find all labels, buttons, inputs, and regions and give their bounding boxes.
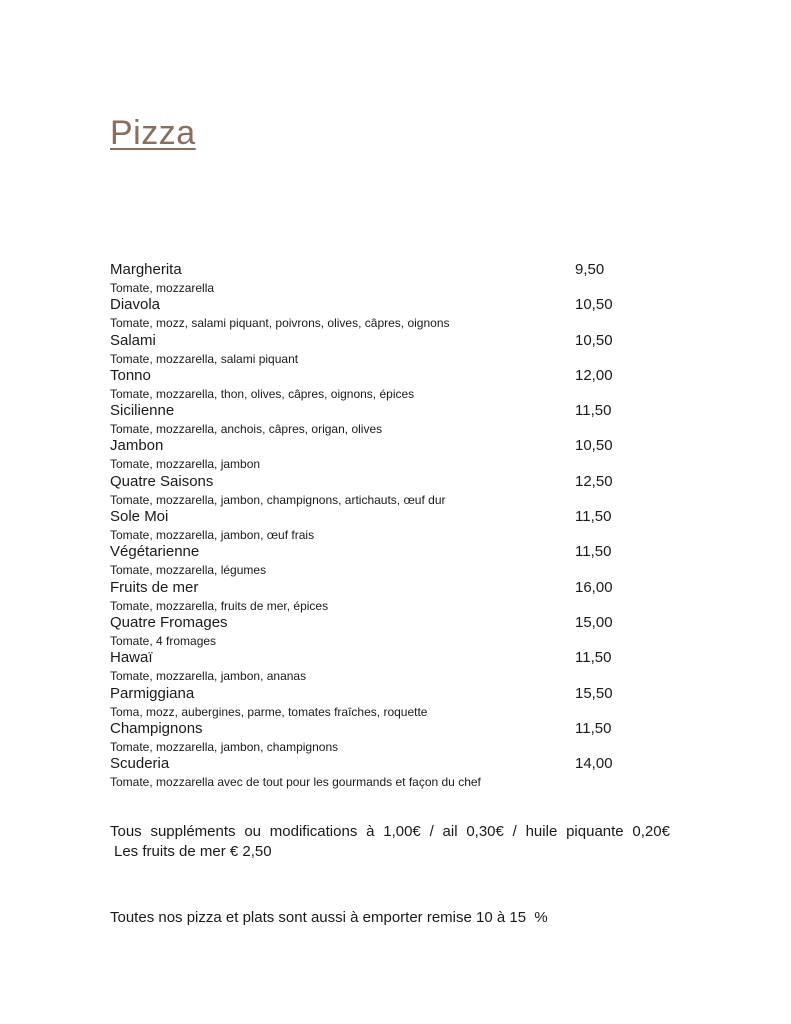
- supplements-word: ail: [442, 823, 458, 840]
- menu-item-name: Fruits de mer: [110, 578, 199, 596]
- menu-item-name: Scuderia: [110, 755, 170, 773]
- supplements-word: modifications: [269, 823, 358, 840]
- menu-item-description: Tomate, mozzarella, légumes: [110, 563, 267, 578]
- menu-item: [110, 401, 630, 436]
- supplements-note: [110, 822, 670, 862]
- menu-item: [110, 613, 630, 648]
- menu-item-name: Jambon: [110, 437, 164, 455]
- menu-item-price: 15,50: [575, 684, 613, 702]
- menu-item-description: Tomate, mozzarella, fruits de mer, épices: [110, 598, 329, 613]
- menu-item-description: Tomate, mozzarella: [110, 281, 215, 295]
- menu-item-price: 16,00: [575, 578, 613, 596]
- menu-item-name: Hawaï: [110, 649, 153, 667]
- menu-item-price: 10,50: [575, 437, 613, 455]
- menu-item-price: 10,50: [575, 331, 613, 349]
- supplements-word: suppléments: [150, 823, 236, 840]
- menu-item: [110, 331, 630, 366]
- supplements-word: 0,20€: [632, 823, 670, 840]
- menu-item-description: Tomate, 4 fromages: [110, 633, 217, 648]
- menu-item-price: 11,50: [575, 719, 612, 737]
- menu-item-price: 10,50: [575, 296, 613, 314]
- supplements-word: piquante: [566, 823, 624, 840]
- menu-item-name: Parmiggiana: [110, 684, 195, 702]
- menu-item: [110, 578, 630, 613]
- menu-item-name: Sole Moi: [110, 508, 169, 526]
- supplements-line-1: [110, 822, 670, 842]
- menu-item-price: 12,50: [575, 472, 613, 490]
- supplements-word: /: [429, 823, 434, 840]
- menu-item: [110, 754, 630, 789]
- menu-item: [110, 472, 630, 507]
- menu-item-description: Tomate, mozzarella, jambon, champignons, artichauts, œuf dur: [110, 492, 446, 507]
- menu-item-price: 11,50: [575, 543, 612, 561]
- menu-item: [110, 295, 630, 330]
- menu-item-price: 15,00: [575, 613, 613, 631]
- supplements-word: à: [366, 823, 375, 840]
- menu-item-description: Tomate, mozzarella, salami piquant: [110, 351, 299, 366]
- menu-item-description: Tomate, mozzarella, jambon, champignons: [110, 739, 339, 754]
- supplements-word: 1,00€: [383, 823, 421, 840]
- menu-item: [110, 684, 630, 719]
- menu-item-name: Champignons: [110, 719, 203, 737]
- supplements-line-2: Les fruits de mer € 2,50: [114, 843, 272, 860]
- menu-item-price: 11,50: [575, 508, 612, 526]
- menu-item-description: Tomate, mozzarella, anchois, câpres, origan, olives: [110, 422, 383, 437]
- menu-item-price: 11,50: [575, 649, 612, 667]
- menu-item: [110, 542, 630, 577]
- menu-item-name: Margherita: [110, 261, 182, 278]
- pizza-menu-list: [110, 260, 630, 789]
- page-title: Pizza: [110, 114, 196, 152]
- menu-item: [110, 436, 630, 471]
- menu-item-name: Quatre Saisons: [110, 472, 214, 490]
- menu-item-description: Tomate, mozzarella, jambon, œuf frais: [110, 528, 315, 543]
- menu-item: [110, 260, 630, 295]
- menu-item-price: 11,50: [575, 402, 612, 420]
- menu-item-name: Quatre Fromages: [110, 613, 228, 631]
- menu-item-price: 14,00: [575, 755, 613, 773]
- menu-item-description: Tomate, mozz, salami piquant, poivrons, olives, câpres, oignons: [110, 316, 450, 331]
- menu-item-description: Tomate, mozzarella, jambon: [110, 457, 261, 472]
- supplements-word: Tous: [110, 823, 142, 840]
- menu-item: [110, 366, 630, 401]
- menu-item-name: Tonno: [110, 366, 151, 384]
- menu-item-name: Sicilienne: [110, 402, 175, 420]
- menu-item-name: Salami: [110, 331, 156, 349]
- takeaway-note: Toutes nos pizza et plats sont aussi à emporter remise 10 à 15 %: [110, 909, 548, 926]
- menu-item-description: Tomate, mozzarella avec de tout pour les gourmands et façon du chef: [110, 775, 481, 790]
- menu-item-description: Toma, mozz, aubergines, parme, tomates fraîches, roquette: [110, 704, 428, 719]
- supplements-word: huile: [525, 823, 558, 840]
- supplements-word: 0,30€: [466, 823, 504, 840]
- menu-item-name: Végétarienne: [110, 543, 200, 561]
- menu-item: [110, 648, 630, 683]
- supplements-word: ou: [244, 823, 261, 840]
- menu-item: [110, 507, 630, 542]
- menu-item-price: 12,00: [575, 366, 613, 384]
- menu-item-name: Diavola: [110, 296, 161, 314]
- supplements-word: /: [512, 823, 517, 840]
- menu-item-description: Tomate, mozzarella, jambon, ananas: [110, 669, 307, 684]
- menu-item-description: Tomate, mozzarella, thon, olives, câpres, oignons, épices: [110, 386, 415, 401]
- menu-item: [110, 719, 630, 754]
- menu-item-price: 9,50: [575, 261, 605, 278]
